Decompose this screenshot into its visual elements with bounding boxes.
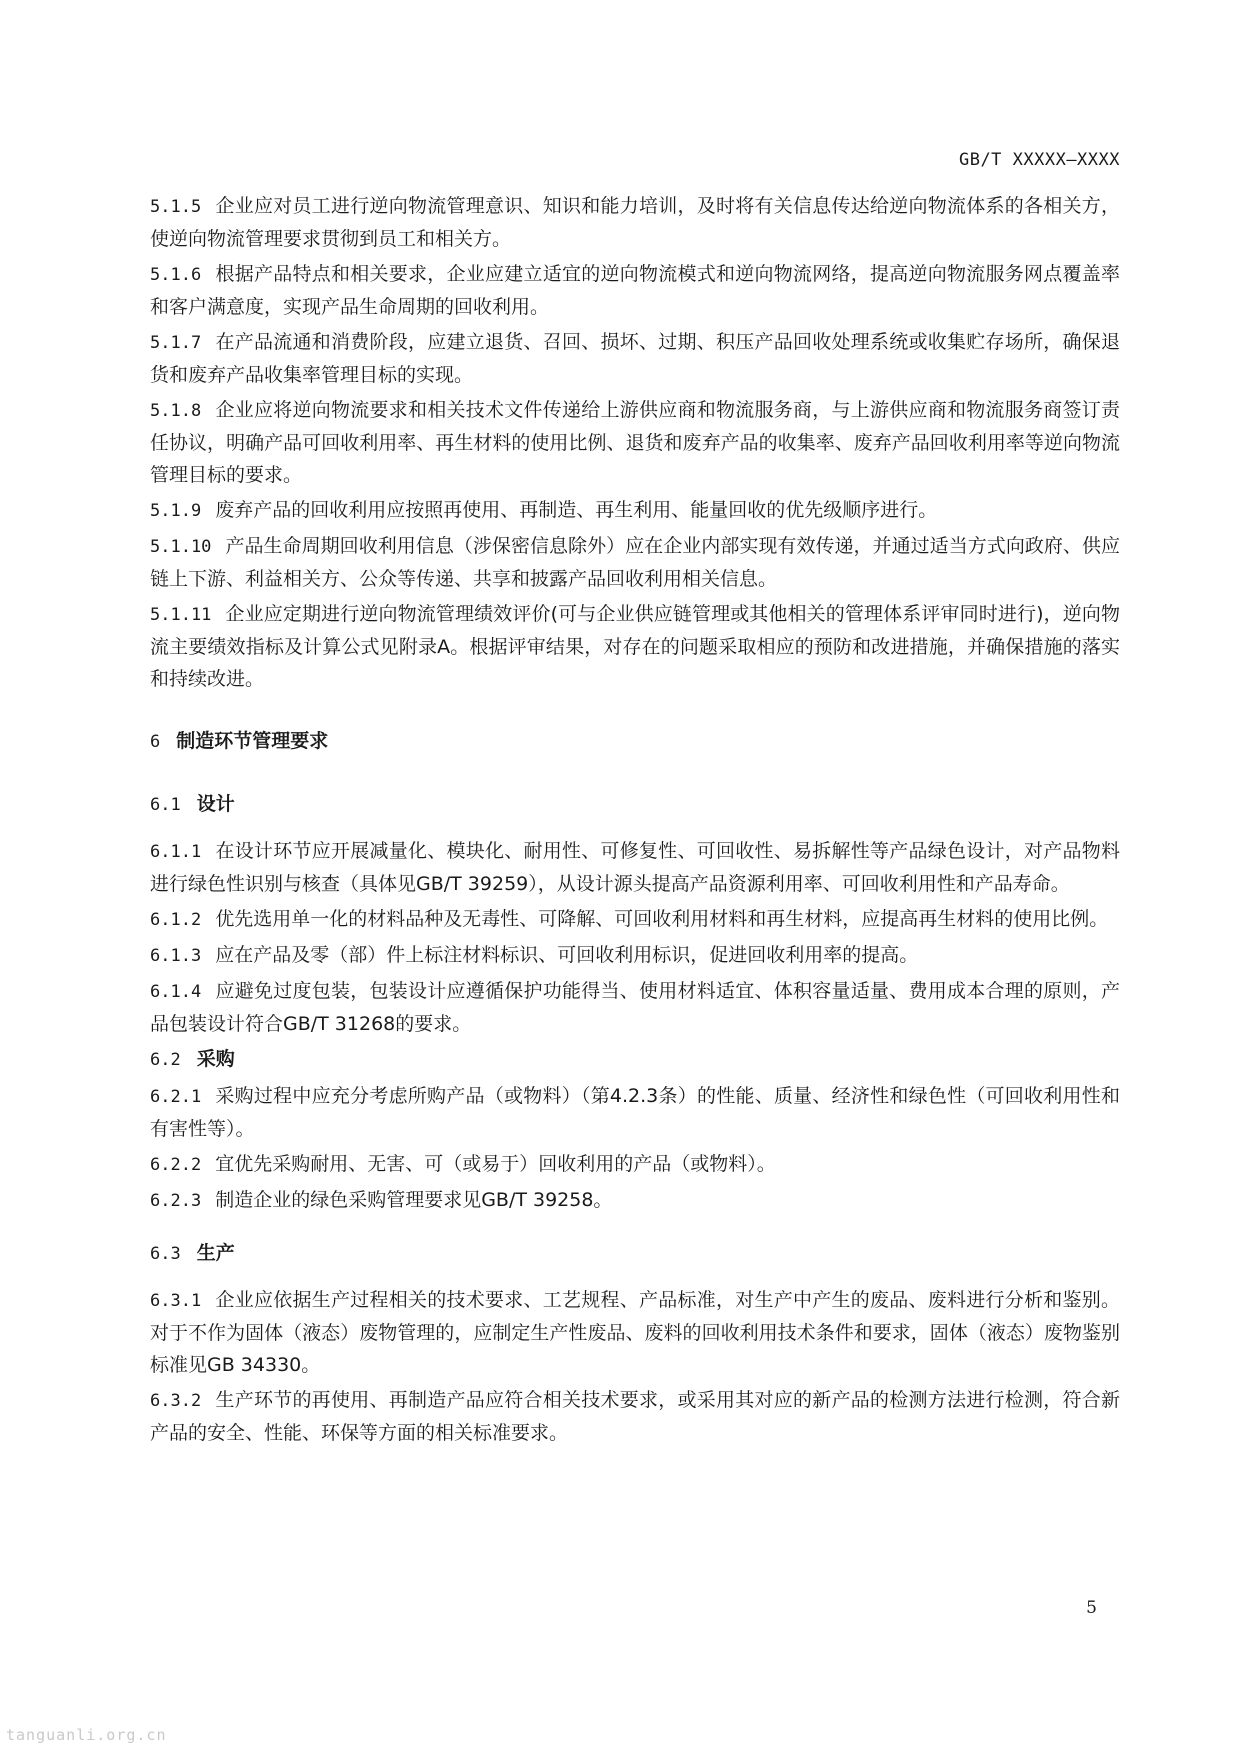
clause-6-1-3: [150, 939, 1120, 972]
clause-5-1-6: [150, 258, 1120, 323]
section-title: 采购: [196, 1048, 235, 1070]
clause-list-6-3: [150, 1284, 1120, 1449]
clause-text: 根据产品特点和相关要求，企业应建立适宜的逆向物流模式和逆向物流网络，提高逆向物流服务网点覆盖率和客户满意度，实现产品生命周期的回收利用。: [150, 263, 1120, 318]
clause-text: 产品生命周期回收利用信息（涉保密信息除外）应在企业内部实现有效传递，并通过适当方式向政府、供应链上下游、利益相关方、公众等传递、共享和披露产品回收利用相关信息。: [150, 535, 1120, 590]
clause-5-1-5: [150, 190, 1120, 255]
site-watermark: tanguanli.org.cn: [6, 1726, 167, 1744]
clause-text: 应避免过度包装，包装设计应遵循保护功能得当、使用材料适宜、体积容量适量、费用成本合理的原则，产品包装设计符合GB/T 31268的要求。: [150, 980, 1120, 1035]
section-heading-6: [150, 725, 1120, 758]
document-code-header: GB/T XXXXX—XXXX: [958, 150, 1120, 170]
clause-list-5-1: [150, 190, 1120, 695]
clause-number: 5.1.10: [150, 537, 212, 557]
clause-text: 应在产品及零（部）件上标注材料标识、可回收利用标识，促进回收利用率的提高。: [215, 944, 919, 966]
clause-number: 5.1.6: [150, 265, 202, 285]
clause-text: 宜优先采购耐用、无害、可（或易于）回收利用的产品（或物料）。: [215, 1153, 776, 1175]
clause-6-1-4: [150, 975, 1120, 1040]
clause-number: 6.2.1: [150, 1087, 202, 1107]
clause-6-3-1: [150, 1284, 1120, 1381]
clause-5-1-7: [150, 326, 1120, 391]
page-number: 5: [1086, 1598, 1097, 1618]
clause-number: 5.1.7: [150, 333, 202, 353]
clause-6-2-3: [150, 1184, 1120, 1217]
subsection-heading-6-2: [150, 1043, 1120, 1076]
clause-5-1-8: [150, 394, 1120, 491]
clause-text: 在产品流通和消费阶段，应建立退货、召回、损坏、过期、积压产品回收处理系统或收集贮存场所，确保退货和废弃产品收集率管理目标的实现。: [150, 331, 1120, 386]
section-number: 6.2: [150, 1050, 181, 1070]
section-number: 6.1: [150, 795, 181, 815]
subsection-heading-6-3: [150, 1237, 1120, 1270]
subsection-heading-6-1: [150, 788, 1120, 821]
clause-text: 制造企业的绿色采购管理要求见GB/T 39258。: [215, 1189, 613, 1211]
document-body: [150, 190, 1120, 1452]
clause-list-6-2: [150, 1080, 1120, 1217]
clause-text: 在设计环节应开展减量化、模块化、耐用性、可修复性、可回收性、易拆解性等产品绿色设计，对产品物料进行绿色性识别与核查（具体见GB/T 39259），从设计源头提高产品资源利用率、可回收利用性和产品寿命。: [150, 840, 1120, 895]
section-title: 设计: [196, 793, 235, 815]
clause-text: 优先选用单一化的材料品种及无毒性、可降解、可回收利用材料和再生材料，应提高再生材料的使用比例。: [215, 908, 1109, 930]
clause-number: 5.1.11: [150, 605, 212, 625]
clause-text: 企业应定期进行逆向物流管理绩效评价(可与企业供应链管理或其他相关的管理体系评审同时进行)，逆向物流主要绩效指标及计算公式见附录A。根据评审结果，对存在的问题采取相应的预防和改进措施，并确保措施的落实和持续改进。: [150, 603, 1120, 690]
clause-5-1-10: [150, 530, 1120, 595]
clause-text: 生产环节的再使用、再制造产品应符合相关技术要求，或采用其对应的新产品的检测方法进行检测，符合新产品的安全、性能、环保等方面的相关标准要求。: [150, 1389, 1120, 1444]
clause-5-1-11: [150, 598, 1120, 695]
clause-text: 采购过程中应充分考虑所购产品（或物料）（第4.2.3条）的性能、质量、经济性和绿色性（可回收利用性和有害性等）。: [150, 1085, 1120, 1140]
clause-list-6-1: [150, 835, 1120, 1040]
clause-6-2-2: [150, 1148, 1120, 1181]
section-number: 6: [150, 732, 161, 752]
section-number: 6.3: [150, 1244, 181, 1264]
section-title: 生产: [196, 1242, 235, 1264]
clause-number: 6.1.3: [150, 946, 202, 966]
clause-text: 废弃产品的回收利用应按照再使用、再制造、再生利用、能量回收的优先级顺序进行。: [215, 499, 938, 521]
clause-number: 6.1.2: [150, 910, 202, 930]
clause-6-3-2: [150, 1384, 1120, 1449]
clause-text: 企业应对员工进行逆向物流管理意识、知识和能力培训，及时将有关信息传达给逆向物流体系的各相关方，使逆向物流管理要求贯彻到员工和相关方。: [150, 195, 1120, 250]
clause-5-1-9: [150, 494, 1120, 527]
clause-number: 5.1.8: [150, 401, 202, 421]
clause-number: 6.1.4: [150, 982, 202, 1002]
clause-6-2-1: [150, 1080, 1120, 1145]
clause-number: 5.1.9: [150, 501, 202, 521]
clause-number: 6.3.1: [150, 1291, 202, 1311]
clause-6-1-2: [150, 903, 1120, 936]
clause-number: 6.2.2: [150, 1155, 202, 1175]
clause-text: 企业应依据生产过程相关的技术要求、工艺规程、产品标准，对生产中产生的废品、废料进行分析和鉴别。对于不作为固体（液态）废物管理的，应制定生产性废品、废料的回收利用技术条件和要求，固体（液态）废物鉴别标准见GB 34330。: [150, 1289, 1120, 1376]
section-title: 制造环节管理要求: [176, 730, 329, 752]
clause-6-1-1: [150, 835, 1120, 900]
clause-number: 6.2.3: [150, 1191, 202, 1211]
clause-number: 6.3.2: [150, 1391, 202, 1411]
clause-number: 6.1.1: [150, 842, 202, 862]
clause-number: 5.1.5: [150, 197, 202, 217]
clause-text: 企业应将逆向物流要求和相关技术文件传递给上游供应商和物流服务商，与上游供应商和物流服务商签订责任协议，明确产品可回收利用率、再生材料的使用比例、退货和废弃产品的收集率、废弃产品回收利用率等逆向物流管理目标的要求。: [150, 399, 1120, 486]
